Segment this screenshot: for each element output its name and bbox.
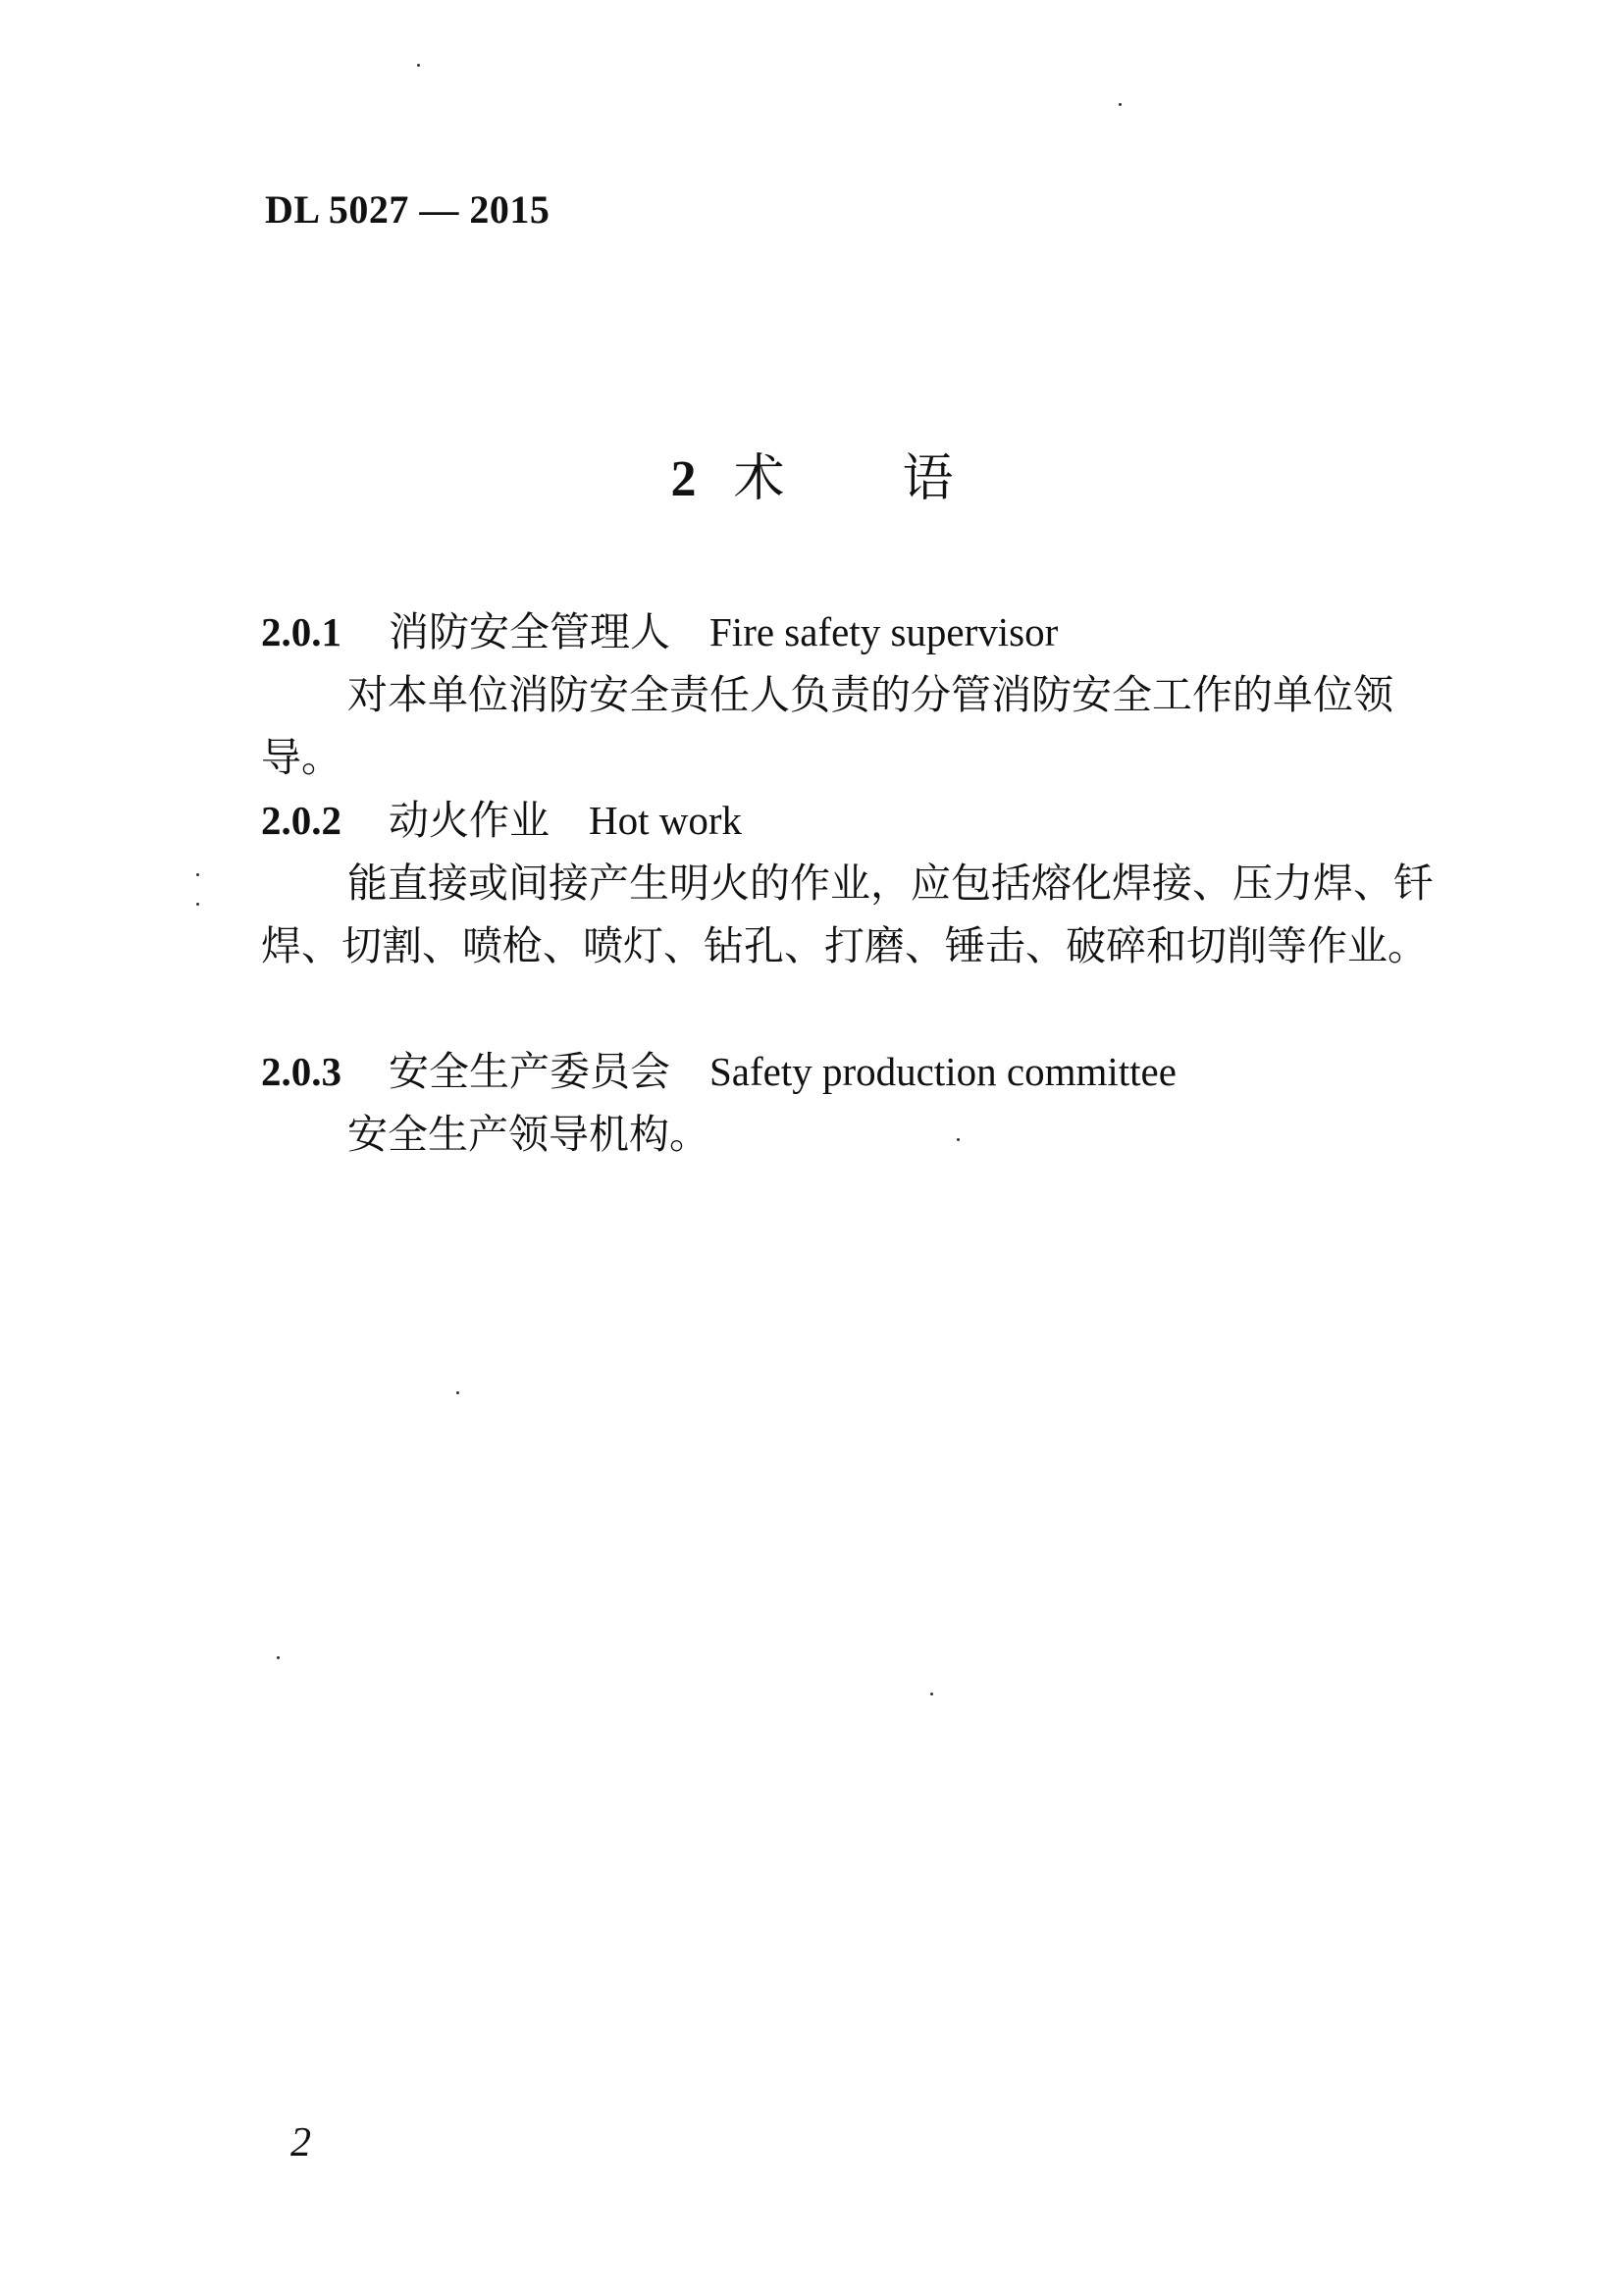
chapter-title: [0, 437, 1624, 510]
chapter-title-char-1: 术: [733, 451, 785, 507]
term-definition: 对本单位消防安全责任人负责的分管消防安全工作的单位领导。: [261, 672, 1393, 780]
term-definition: 能直接或间接产生明火的作业，应包括熔化焊接、压力焊、钎焊、切割、喷枪、喷灯、钻孔、打磨、锤击、破碎和切削等作业。: [261, 861, 1434, 968]
term-heading: [261, 600, 1458, 663]
chapter-number: 2: [670, 451, 697, 507]
scan-speck: [196, 903, 199, 906]
term-definition: 安全生产领导机构。: [347, 1112, 709, 1157]
term-heading: [261, 1040, 1458, 1103]
scan-speck: [417, 64, 420, 67]
document-code: DL 5027 — 2015: [265, 187, 550, 232]
term-name-cn: 动火作业: [389, 798, 550, 843]
term-name-en: Fire safety supervisor: [709, 609, 1059, 654]
term-2-0-1: [261, 600, 1458, 789]
term-heading: [261, 789, 1458, 852]
page-number: 2: [290, 2120, 311, 2165]
term-number: 2.0.3: [261, 1049, 341, 1094]
term-name-en: Hot work: [589, 798, 743, 843]
term-number: 2.0.1: [261, 609, 341, 654]
term-2-0-2: [261, 789, 1458, 977]
term-number: 2.0.2: [261, 798, 341, 843]
chapter-title-char-2: 语: [902, 451, 954, 507]
scan-speck: [930, 1693, 933, 1695]
scan-speck: [456, 1391, 459, 1394]
term-name-en: Safety production committee: [709, 1049, 1177, 1094]
term-name-cn: 安全生产委员会: [389, 1049, 670, 1094]
scan-speck: [1119, 103, 1122, 106]
scan-speck: [957, 1138, 960, 1141]
term-2-0-3: [261, 1040, 1458, 1166]
scan-speck: [277, 1656, 280, 1659]
term-name-cn: 消防安全管理人: [389, 609, 670, 654]
scan-speck: [196, 873, 199, 876]
